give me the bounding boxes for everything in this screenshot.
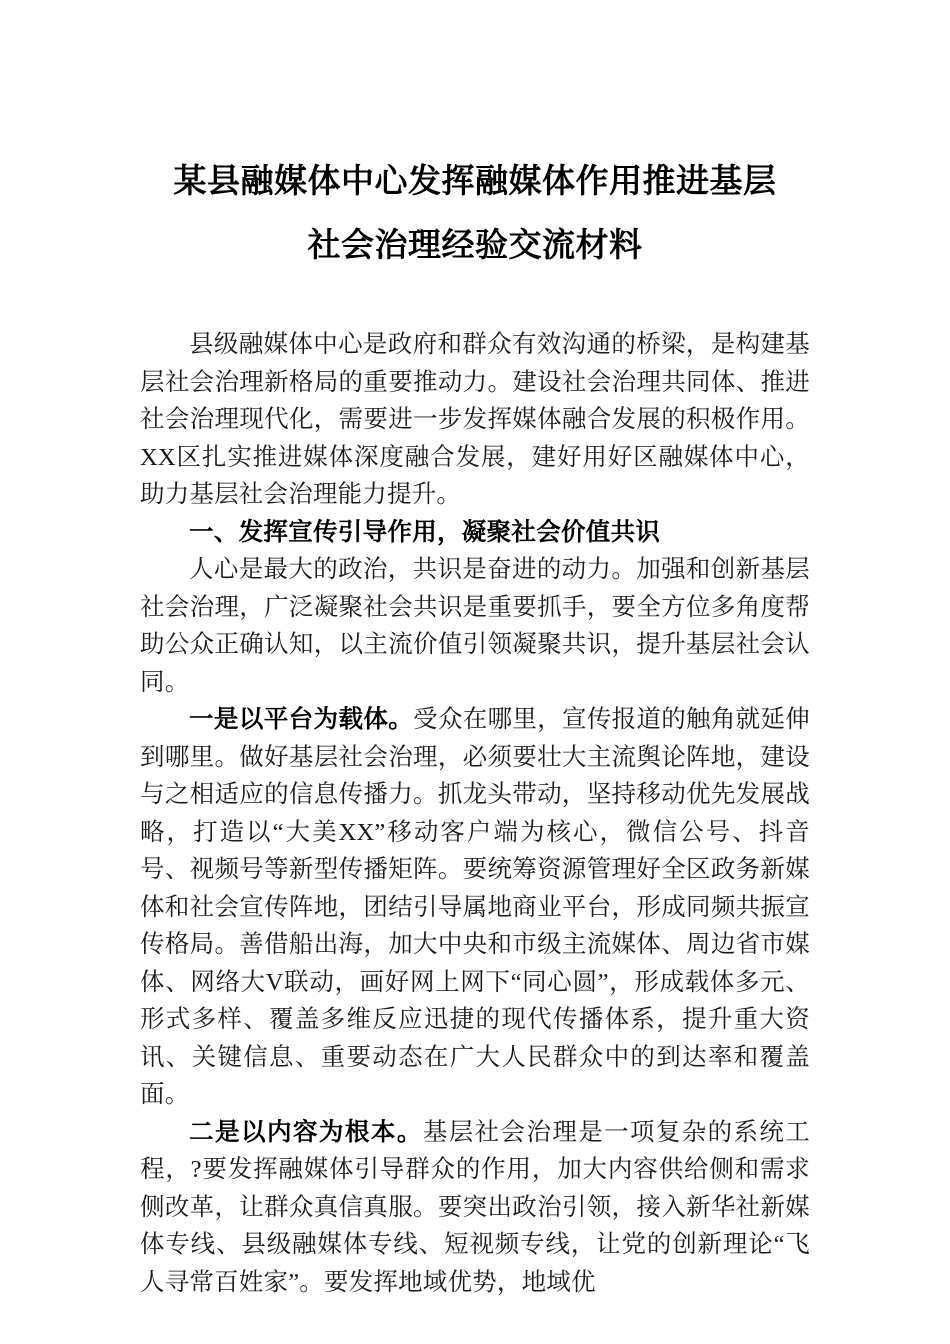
document-body: [140, 150, 810, 1301]
paragraph-point-1-text: 受众在哪里，宣传报道的触角就延伸到哪里。做好基层社会治理，必须要壮大主流舆论阵地，建设与之相适应的信息传播力。抓龙头带动，坚持移动优先发展战略，打造以“大美XX”移动客户端为核心，微信公号、抖音号、视频号等新型传播矩阵。要统筹资源管理好全区政务新媒体和社会宣传阵地，团结引导属地商业平台，形成同频共振宣传格局。善借船出海，加大中央和市级主流媒体、周边省市媒体、网络大V联动，画好网上网下“同心圆”，形成载体多元、形式多样、覆盖多维反应迅捷的现代传播体系，提升重大资讯、关键信息、重要动态在广大人民群众中的到达率和覆盖面。: [140, 706, 810, 1108]
page-title: [140, 150, 810, 278]
paragraph-point-1: [140, 701, 810, 1114]
lead-in-point-2: 二是以内容为根本。: [189, 1118, 423, 1146]
paragraph-point-2: [140, 1114, 810, 1302]
paragraph-point-2-text: 基层社会治理是一项复杂的系统工程，?要发挥融媒体引导群众的作用，加大内容供给侧和需求侧改革，让群众真信真服。要突出政治引领，接入新华社新媒体专线、县级融媒体专线、短视频专线，让党的创新理论“飞人寻常百姓家”。要发挥地域优势，地域优: [140, 1118, 811, 1296]
lead-in-point-1: 一是以平台为载体。: [189, 706, 414, 733]
title-line-1: 某县融媒体中心发挥融媒体作用推进基层: [173, 164, 777, 200]
paragraph-intro: 县级融媒体中心是政府和群众有效沟通的桥梁，是构建基层社会治理新格局的重要推动力。建设社会治理共同体、推进社会治理现代化，需要进一步发挥媒体融合发展的积极作用。XX区扎实推进媒体深度融合发展，建好用好区融媒体中心，助力基层社会治理能力提升。: [140, 331, 810, 508]
section-heading-1: 一、发挥宣传引导作用，凝聚社会价值共识: [189, 518, 661, 546]
paragraph-section-1-intro: 人心是最大的政治，共识是奋进的动力。加强和创新基层社会治理，广泛凝聚社会共识是重要抓手，要全方位多角度帮助公众正确认知，以主流价值引领凝聚共识，提升基层社会认同。: [140, 556, 810, 696]
title-line-2: 社会治理经验交流材料: [307, 228, 643, 264]
